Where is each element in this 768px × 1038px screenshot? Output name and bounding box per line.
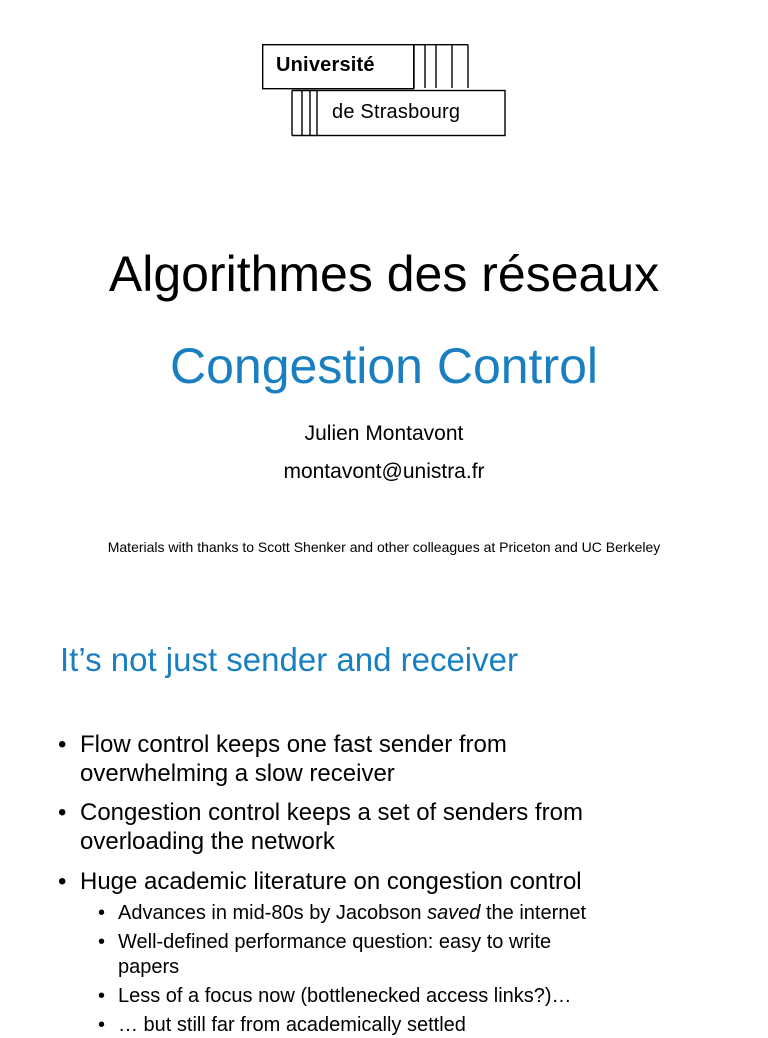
sub-bullet-text-continued: papers xyxy=(118,956,180,978)
section-heading: It’s not just sender and receiver xyxy=(60,641,518,678)
bullet-icon: • xyxy=(58,799,67,826)
sub-bullet-text-end: the internet xyxy=(480,902,587,924)
acknowledgement: Materials with thanks to Scott Shenker and other colleagues at Priceton and UC Berkeley xyxy=(107,539,661,555)
bullet-text: Huge academic literature on congestion control xyxy=(80,868,582,895)
sub-bullet-item xyxy=(98,984,738,1009)
bullet-item xyxy=(58,867,740,896)
logo-line-1: Université xyxy=(276,54,375,76)
bullet-icon: • xyxy=(58,731,67,758)
logo-line-2: de Strasbourg xyxy=(332,101,461,123)
university-logo xyxy=(262,44,508,138)
bullet-item xyxy=(58,730,740,788)
sub-bullet-emphasis: saved xyxy=(427,902,481,924)
author-email: montavont@unistra.fr xyxy=(283,460,485,483)
bullet-text-continued: overwhelming a slow receiver xyxy=(80,760,395,787)
slide-title: Algorithmes des réseaux xyxy=(108,246,660,302)
sub-bullet-text: Advances in mid-80s by Jacobson xyxy=(118,902,428,924)
bullet-text: Congestion control keeps a set of senders from xyxy=(80,799,583,826)
sub-bullet-icon: • xyxy=(98,931,106,953)
sub-bullet-icon: • xyxy=(98,985,106,1007)
bullet-text-continued: overloading the network xyxy=(80,828,335,855)
sub-bullet-text: Less of a focus now (bottlenecked access links?)… xyxy=(118,985,572,1007)
bullet-item xyxy=(58,798,740,856)
slide-subtitle: Congestion Control xyxy=(169,338,599,394)
sub-bullet-text: … but still far from academically settled xyxy=(118,1014,466,1036)
sub-bullet-item xyxy=(98,930,738,980)
sub-bullet-icon: • xyxy=(98,902,106,924)
sub-bullet-item xyxy=(98,901,738,926)
sub-bullet-item xyxy=(98,1013,738,1038)
sub-bullet-text: Well-defined performance question: easy to write xyxy=(118,931,552,953)
sub-bullet-icon: • xyxy=(98,1014,106,1036)
bullet-text: Flow control keeps one fast sender from xyxy=(80,731,507,758)
bullet-icon: • xyxy=(58,868,67,895)
author-name: Julien Montavont xyxy=(304,422,464,445)
